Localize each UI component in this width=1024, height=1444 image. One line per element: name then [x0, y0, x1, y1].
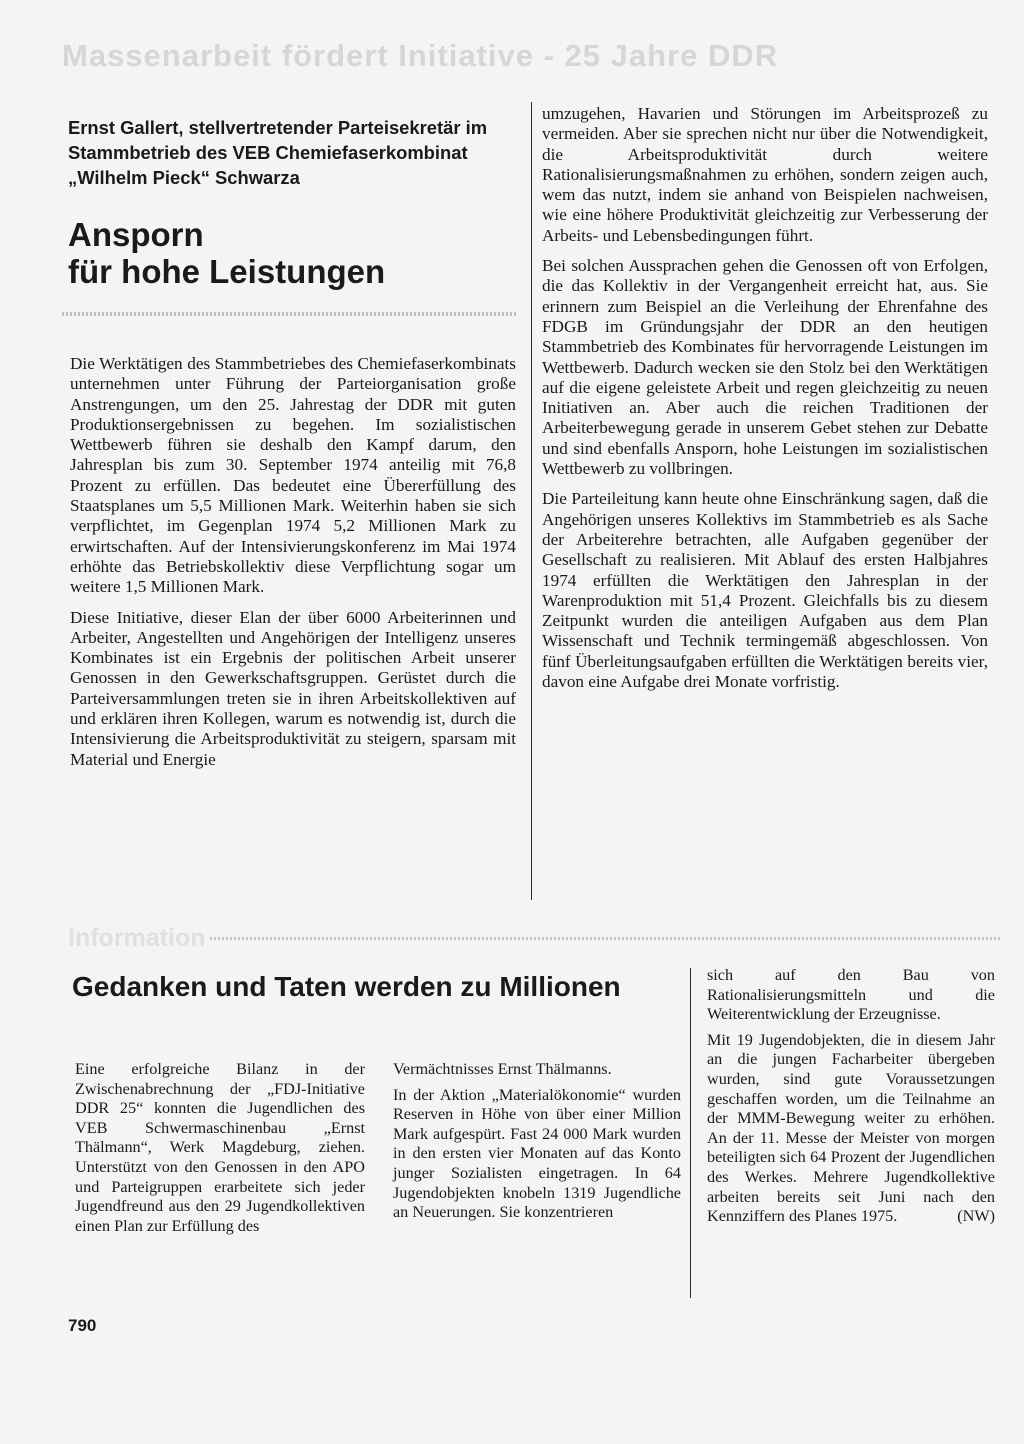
second-article-column-3 — [707, 966, 995, 1233]
author-signature: (NW) — [957, 1207, 995, 1226]
paragraph: Diese Initiative, dieser Elan der über 6000 Arbeiterinnen und Arbeiter, Angestellten und Angehörigen der Intelligenz unseres Kombinates ist ein Ergebnis der politischen Arbeit unserer Genossen in den Gewerkschaftsgruppen. Gerüstet durch die Parteiversammlungen treten sie in ihren Arbeitskollektiven auf und erklären ihren Kollegen, warum es notwendig ist, durch die Intensivierung die Arbeitsproduktivität zu steigern, sparsam mit Material und Energie — [70, 607, 516, 769]
section-label-information: Information — [68, 924, 206, 952]
paragraph: Bei solchen Aussprachen gehen die Genossen oft von Erfolgen, die das Kollektiv in der Vergangenheit erreicht hat, aus. Sie erinnern zum Beispiel an die Verleihung der Ehrenfahne des FDGB im Gründungsjahr der DDR an den heutigen Stammbetrieb des Kombinates für hervorragende Leistungen im Wettbewerb. Dadurch wecken sie den Stolz bei den Werktätigen auf die eigene geleistete Arbeit und regen gleichzeitig zu neuen Initiativen an. Aber auch die reichen Traditionen der Arbeiterbewegung gerade in unserem Gebet stehen zur Debatte und sind ebenfalls Ansporn, hohe Leistungen im sozialistischen Wettbewerb zu vollbringen. — [542, 256, 988, 479]
paragraph: Die Parteileitung kann heute ohne Einschränkung sagen, daß die Angehörigen unseres Kollektivs im Stammbetrieb es als Sache der Arbeiterehre betrachten, alle Aufgaben gegenüber der Gesellschaft zu realisieren. Mit Ablauf des ersten Halbjahres 1974 erfüllten die Werktätigen den Jahresplan in der Warenproduktion mit 51,4 Prozent. Gleichfalls bis zu diesem Zeitpunkt wurden die anteiligen Aufgaben aus dem Plan Wissenschaft und Technik termingemäß abgeschlossen. Von fünf Überleitungsaufgaben erfüllten die Werktätigen bereits vier, davon eine Aufgabe drei Monate vorfristig. — [542, 489, 988, 692]
dotted-divider — [62, 312, 517, 316]
paragraph: Die Werktätigen des Stammbetriebes des Chemiefaserkombinats unternehmen unter Führung der Parteiorganisation große Anstrengungen, um den 25. Jahrestag der DDR mit guten Produktionsergebnissen zu begehen. Im sozialistischen Wettbewerb führen sie deshalb den Kampf darum, den Jahresplan bis zum 30. September 1974 anteilig mit 76,8 Prozent zu erfüllen. Das bedeutet eine Übererfüllung des Staatsplanes um 5,5 Millionen Mark. Weiterhin haben sie sich verpflichtet, im Gegenplan 1974 5,2 Millionen Mark zu erwirtschaften. Auf der Intensivierungskonferenz im Mai 1974 erhöhte das Betriebskollektiv diese Verpflichtung sogar um weitere 1,5 Millionen Mark. — [70, 354, 516, 597]
paragraph — [707, 1031, 995, 1227]
second-article-column-1 — [75, 1060, 365, 1242]
author-intro: Ernst Gallert, stellvertretender Parteisekretär im Stammbetrieb des VEB Chemiefaserkombinat „Wilhelm Pieck“ Schwarza — [68, 117, 488, 188]
page-number: 790 — [68, 1316, 97, 1335]
second-article-headline: Gedanken und Taten werden zu Millionen — [72, 971, 621, 1002]
paragraph: sich auf den Bau von Rationalisierungsmitteln und die Weiterentwicklung der Erzeugnisse. — [707, 966, 995, 1024]
dotted-divider — [210, 937, 1002, 940]
headline-line-1: Ansporn — [68, 216, 204, 253]
paragraph-text: Mit 19 Jugendobjekten, die in diesem Jahr an die jungen Facharbeiter übergeben wurden, sind gute Voraussetzungen geschaffen worden, um die Teilnahme an der MMM-Bewegung weiter zu erhöhen. An der 11. Messe der Meister von morgen beteiligten sich 64 Prozent der Jugendlichen des Werkes. Mehrere Jugendkollektive arbeiten bereits seit Juni nach den Kennziffern des Planes 1975. — [707, 1030, 995, 1226]
paragraph: Vermächtnisses Ernst Thälmanns. — [393, 1060, 612, 1078]
article-column-1 — [70, 354, 516, 780]
article-column-2 — [542, 104, 988, 702]
column-rule — [531, 102, 532, 900]
headline-line-2: für hohe Leistungen — [68, 253, 386, 290]
section-kicker: Massenarbeit fördert Initiative - 25 Jahre DDR — [62, 38, 779, 73]
paragraph: umzugehen, Havarien und Störungen im Arbeitsprozeß zu vermeiden. Aber sie sprechen nicht nur über die Notwendigkeit, die Arbeitsproduktivität durch weitere Rationalisierungsmaßnahmen zu erhöhen, sondern zeigen auch, wem das nutzt, indem sie anhand von Beispielen nachweisen, wie eine höhere Produktivität gleichzeitig zur Verbesserung der Arbeits- und Lebensbedingungen führt. — [542, 104, 988, 245]
paragraph: In der Aktion „Materialökonomie“ wurden Reserven in Höhe von über einer Million Mark aufgespürt. Fast 24 000 Mark wurden in den ersten vier Monaten auf das Konto junger Sozialisten eingetragen. In 64 Jugendobjekten knobeln 1319 Jugendliche an Neuerungen. Sie konzentrieren — [393, 1085, 681, 1222]
column-rule — [690, 968, 691, 1298]
article-headline — [68, 216, 523, 290]
second-article-column-2 — [393, 1060, 681, 1229]
paragraph: Eine erfolgreiche Bilanz in der Zwischenabrechnung der „FDJ-Initiative DDR 25“ konnten die Jugendlichen des VEB Schwermaschinenbau „Ernst Thälmann“, Werk Magdeburg, ziehen. Unterstützt von den Genossen in den APO und Parteigruppen erarbeitete sich jeder Jugendfreund aus den 29 Jugendkollektiven einen Plan zur Erfüllung des — [75, 1060, 365, 1235]
